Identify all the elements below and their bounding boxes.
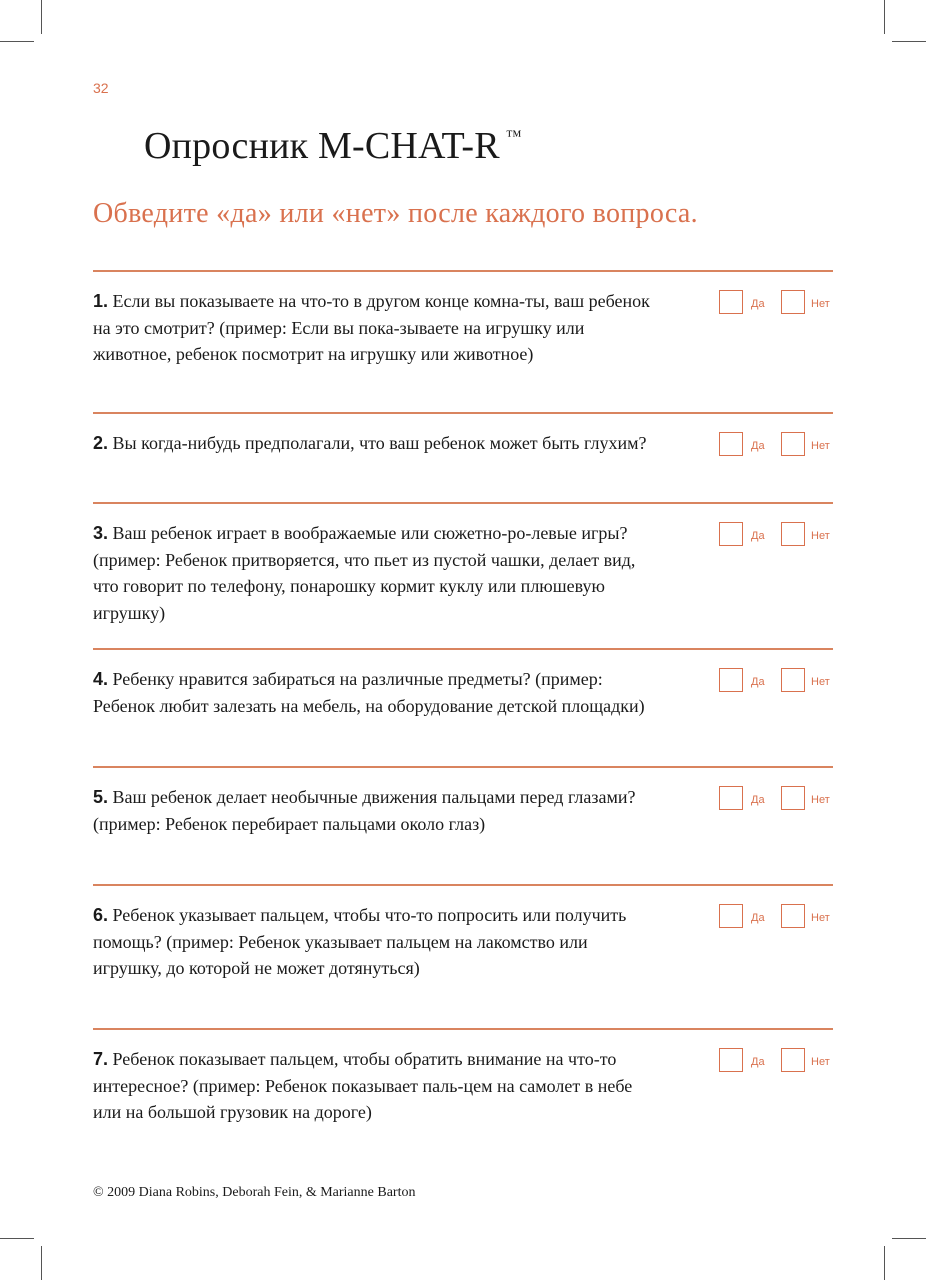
question-body: Ребенок указывает пальцем, чтобы что-то попросить или получить помощь? (пример: Ребенок указывает пальцем на лакомство или игрушку, до которой не может дотянуться) (93, 905, 627, 978)
no-label: Нет (811, 298, 830, 310)
no-label: Нет (811, 1056, 830, 1068)
yes-checkbox[interactable] (719, 1048, 743, 1072)
question-body: Ваш ребенок играет в воображаемые или сюжетно-ро-левые игры? (пример: Ребенок притворяется, что пьет из пустой чашки, делает вид, что говорит по телефону, понарошку кормит куклу или плюшевую игрушку) (93, 523, 636, 623)
no-checkbox[interactable] (781, 432, 805, 456)
question-text (93, 1046, 653, 1126)
question-number: 1. (93, 291, 109, 311)
question-body: Ребенок показывает пальцем, чтобы обратить внимание на что-то интересное? (пример: Ребенок показывает паль-цем на самолет в небе или на большой грузовик на дороге) (93, 1049, 633, 1122)
no-label: Нет (811, 676, 830, 688)
yes-label: Да (751, 440, 765, 452)
answer-options (719, 522, 839, 548)
question-text (93, 666, 653, 719)
yes-checkbox[interactable] (719, 668, 743, 692)
yes-label: Да (751, 298, 765, 310)
crop-mark-top-left (41, 0, 42, 34)
question-text (93, 430, 653, 457)
yes-label: Да (751, 530, 765, 542)
answer-options (719, 290, 839, 316)
question-body: Ребенку нравится забираться на различные предметы? (пример: Ребенок любит залезать на мебель, на оборудование детской площадки) (93, 669, 645, 716)
yes-checkbox[interactable] (719, 432, 743, 456)
question-1 (93, 270, 833, 414)
question-text (93, 288, 653, 368)
no-label: Нет (811, 530, 830, 542)
answer-options (719, 904, 839, 930)
question-number: 5. (93, 787, 109, 807)
question-text (93, 784, 653, 837)
yes-label: Да (751, 676, 765, 688)
crop-mark-top-right-h (892, 41, 926, 42)
crop-mark-top-right (884, 0, 885, 34)
copyright-notice: © 2009 Diana Robins, Deborah Fein, & Marianne Barton (93, 1185, 416, 1200)
no-checkbox[interactable] (781, 1048, 805, 1072)
question-number: 2. (93, 433, 109, 453)
yes-label: Да (751, 912, 765, 924)
answer-options (719, 1048, 839, 1074)
question-body: Ваш ребенок делает необычные движения пальцами перед глазами? (пример: Ребенок перебирает пальцами около глаз) (93, 787, 636, 834)
question-2 (93, 412, 833, 504)
yes-checkbox[interactable] (719, 290, 743, 314)
crop-mark-bottom-right (884, 1246, 885, 1280)
no-checkbox[interactable] (781, 522, 805, 546)
no-checkbox[interactable] (781, 290, 805, 314)
no-checkbox[interactable] (781, 668, 805, 692)
page-title (144, 124, 522, 168)
question-4 (93, 648, 833, 768)
instruction-text: Обведите «да» или «нет» после каждого вопроса. (93, 198, 698, 229)
question-number: 6. (93, 905, 109, 925)
yes-checkbox[interactable] (719, 522, 743, 546)
answer-options (719, 786, 839, 812)
no-label: Нет (811, 440, 830, 452)
title-text: Опросник M-CHAT-R (144, 125, 500, 167)
question-3 (93, 502, 833, 650)
no-label: Нет (811, 794, 830, 806)
yes-checkbox[interactable] (719, 904, 743, 928)
crop-mark-bottom-right-h (892, 1238, 926, 1239)
question-6 (93, 884, 833, 1030)
answer-options (719, 668, 839, 694)
crop-mark-top-left-h (0, 41, 34, 42)
question-body: Если вы показываете на что-то в другом конце комна-ты, ваш ребенок на это смотрит? (пример: Если вы пока-зываете на игрушку или животное, ребенок посмотрит на игрушку или животное) (93, 291, 650, 364)
question-body: Вы когда-нибудь предполагали, что ваш ребенок может быть глухим? (112, 433, 647, 453)
crop-mark-bottom-left (41, 1246, 42, 1280)
question-number: 3. (93, 523, 109, 543)
question-text (93, 902, 653, 982)
trademark-sign: ™ (505, 128, 522, 145)
question-7 (93, 1028, 833, 1150)
no-checkbox[interactable] (781, 786, 805, 810)
no-checkbox[interactable] (781, 904, 805, 928)
question-number: 7. (93, 1049, 109, 1069)
question-text (93, 520, 653, 626)
answer-options (719, 432, 839, 458)
question-5 (93, 766, 833, 886)
crop-mark-bottom-left-h (0, 1238, 34, 1239)
yes-label: Да (751, 794, 765, 806)
yes-label: Да (751, 1056, 765, 1068)
no-label: Нет (811, 912, 830, 924)
yes-checkbox[interactable] (719, 786, 743, 810)
question-number: 4. (93, 669, 109, 689)
page-number: 32 (93, 80, 109, 96)
